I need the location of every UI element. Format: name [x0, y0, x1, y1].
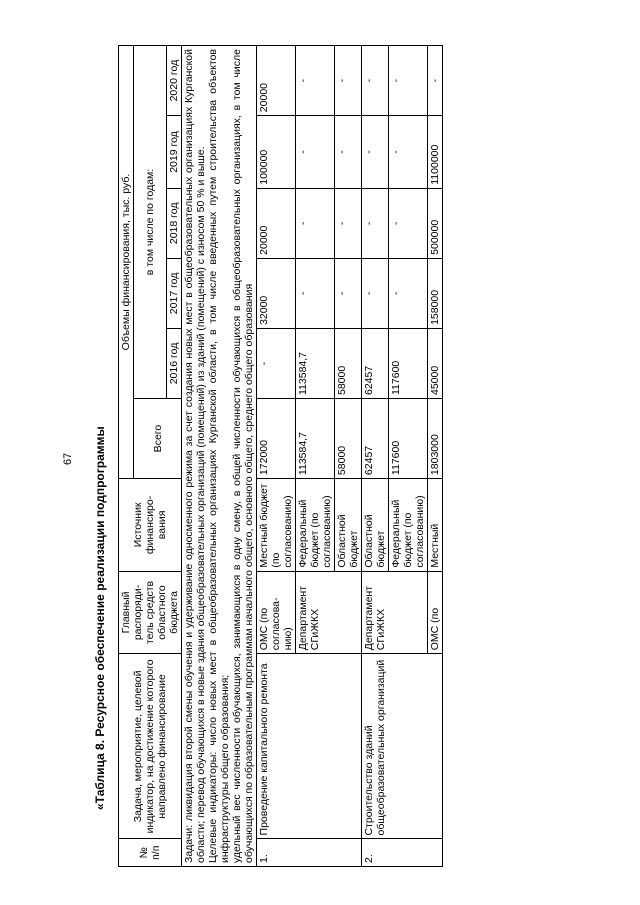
row-total: 1803000 [428, 399, 443, 479]
header-year-2020: 2020 год [167, 46, 182, 116]
row-2019: 1100000 [428, 116, 443, 189]
tasks-text: Задачи: ликвидация второй смены обучения и удерживание односменного режима за счет создания новых мест в общеобразовательных организациях Курганской области; перевод обучающихся в новые здания общеобразовательных организаций (помещений) из зданий (помещений) с износом 50 % и выше. [183, 49, 207, 863]
header-year-2016: 2016 год [167, 328, 182, 398]
table-row [257, 46, 296, 867]
header-year-2018: 2018 год [167, 188, 182, 258]
row-2020: - [389, 46, 428, 116]
table-row [362, 46, 389, 867]
row-2016: - [257, 328, 296, 398]
row-2020: - [296, 46, 335, 116]
row-manager: ОМС (по согласова-нию) [257, 571, 296, 654]
row-2019: - [362, 116, 389, 189]
row-2016: 117600 [389, 328, 428, 398]
row-total: 117600 [389, 399, 428, 479]
funding-table [118, 45, 443, 867]
header-manager: Главный распоряди-тель средств областного бюджета [119, 571, 182, 654]
row-2019: - [389, 116, 428, 189]
row-2020: - [428, 46, 443, 116]
row-source: Федеральный бюджет (по согласованию) [389, 479, 428, 572]
row-2016: 58000 [335, 328, 362, 398]
row-manager: Департамент СГиЖКХ [362, 571, 428, 654]
row-source: Областной бюджет [362, 479, 389, 572]
header-year-2017: 2017 год [167, 258, 182, 328]
table-title: «Таблица 8. Ресурсное обеспечение реализации подпрограммы [93, 426, 107, 810]
row-2017: - [362, 258, 389, 328]
header-by-years: в том числе по годам: [134, 46, 167, 399]
row-2017: - [335, 258, 362, 328]
row-2019: - [335, 116, 362, 189]
row-2019: - [296, 116, 335, 189]
indicators-text-2: удельный вес численности обучающихся, занимающихся в одну смену, в общей численности обучающихся в общеобразовательных организациях, в том числе обучающихся по образовательным программам начального общего, основного общего, среднего общего образования [231, 49, 255, 863]
header-funding: Объемы финансирования, тыс. руб. [119, 46, 134, 479]
row-num: 1. [257, 839, 362, 867]
row-manager: Департамент СГиЖКХ [296, 571, 362, 654]
row-2017: - [296, 258, 335, 328]
row-2016: 62457 [362, 328, 389, 398]
row-source: Федеральный бюджет (по согласованию) [296, 479, 335, 572]
row-total: 172000 [257, 399, 296, 479]
row-2017: 158000 [428, 258, 443, 328]
row-manager: ОМС (по [428, 571, 443, 654]
row-2020: 20000 [257, 46, 296, 116]
row-2020: - [335, 46, 362, 116]
row-2017: - [389, 258, 428, 328]
row-2020: - [362, 46, 389, 116]
row-source: Местный бюджет (по согласованию) [257, 479, 296, 572]
row-2018: - [335, 188, 362, 258]
row-2018: 20000 [257, 188, 296, 258]
header-num: № п/п [119, 839, 182, 867]
row-total: 58000 [335, 399, 362, 479]
row-source: Местный [428, 479, 443, 572]
page-number: 67 [62, 452, 74, 465]
header-source: Источник финансиро-вания [119, 479, 182, 572]
row-source: Областной бюджет [335, 479, 362, 572]
indicators-text-1: Целевые индикаторы: число новых мест в общеобразовательных организациях Курганской области, в том числе введенных путем строительства объектов инфраструктуры общего образования; [207, 49, 231, 863]
row-2018: - [362, 188, 389, 258]
header-year-2019: 2019 год [167, 116, 182, 189]
row-2018: 500000 [428, 188, 443, 258]
row-name: Проведение капитального ремонта [257, 654, 362, 839]
row-2016: 45000 [428, 328, 443, 398]
tasks-block [182, 46, 257, 867]
row-2016: 113584,7 [296, 328, 335, 398]
row-name: Строительство зданий общеобразовательных организаций [362, 654, 443, 839]
row-2018: - [389, 188, 428, 258]
row-2019: 100000 [257, 116, 296, 189]
header-task: Задача, мероприятие, целевой индикатор, на достижение которого направлено финансирование [119, 654, 182, 839]
header-total: Всего [134, 399, 182, 479]
row-total: 113584,7 [296, 399, 335, 479]
row-num: 2. [362, 839, 443, 867]
row-2018: - [296, 188, 335, 258]
row-2017: 32000 [257, 258, 296, 328]
row-total: 62457 [362, 399, 389, 479]
